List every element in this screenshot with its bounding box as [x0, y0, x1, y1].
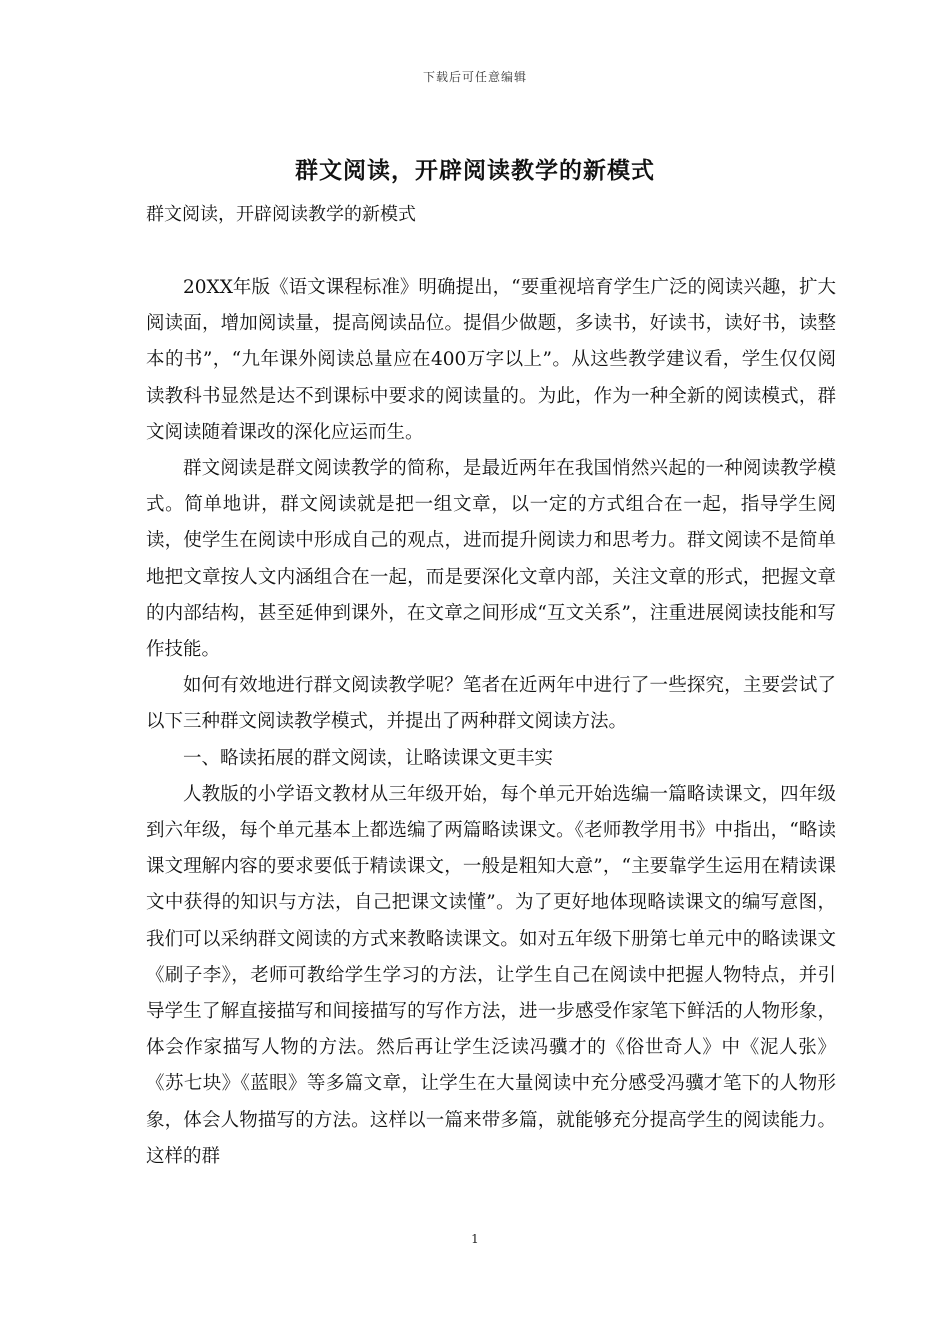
paragraph-definition: 群文阅读是群文阅读教学的简称，是最近两年在我国悄然兴起的一种阅读教学模式。简单地讲，群文阅读就是把一组文章，以一定的方式组合在一起，指导学生阅读，使学生在阅读中形成自己的观点，进而提升阅读力和思考力。群文阅读不是简单地把文章按人文内涵组合在一起，而是要深化文章内部，关注文章的形式，把握文章的内部结构，甚至延伸到课外，在文章之间形成“互文关系”，注重进展阅读技能和写作技能。	[146, 458, 836, 661]
paragraph-question: 如何有效地进行群文阅读教学呢？笔者在近两年中进行了一些探究，主要尝试了以下三种群文阅读教学模式，并提出了两种群文阅读方法。	[146, 675, 836, 733]
page-number: 1	[471, 1232, 479, 1246]
document-subtitle: 群文阅读，开辟阅读教学的新模式	[146, 204, 416, 225]
header-note: 下载后可任意编辑	[422, 70, 527, 84]
document-title: 群文阅读，开辟阅读教学的新模式	[295, 157, 655, 184]
document-body	[146, 270, 836, 1175]
paragraph-intro: 20XX年版《语文课程标准》明确提出，“要重视培育学生广泛的阅读兴趣，扩大阅读面，增加阅读量，提高阅读品位。提倡少做题，多读书，好读书，读好书，读整本的书”，“九年课外阅读总量应在400万字以上”。从这些教学建议看，学生仅仅阅读教科书显然是达不到课标中要求的阅读量的。为此，作为一种全新的阅读模式，群文阅读随着课改的深化应运而生。	[146, 277, 836, 443]
section-heading-one: 一、略读拓展的群文阅读，让略读课文更丰实	[183, 747, 554, 769]
paragraph-skimming: 人教版的小学语文教材从三年级开始，每个单元开始选编一篇略读课文，四年级到六年级，每个单元基本上都选编了两篇略读课文。《老师教学用书》中指出，“略读课文理解内容的要求要低于精读课文，一般是粗知大意”，“主要靠学生运用在精读课文中获得的知识与方法，自己把课文读懂”。为了更好地体现略读课文的编写意图，我们可以采纳群文阅读的方式来教略读课文。如对五年级下册第七单元中的略读课文《刷子李》，老师可教给学生学习的方法，让学生自己在阅读中把握人物特点，并引导学生了解直接描写和间接描写的写作方法，进一步感受作家笔下鲜活的人物形象，体会作家描写人物的方法。然后再让学生泛读冯骥才的《俗世奇人》中《泥人张》《苏七块》《蓝眼》等多篇文章，让学生在大量阅读中充分感受冯骥才笔下的人物形象，体会人物描写的方法。这样以一篇来带多篇，就能够充分提高学生的阅读能力。这样的群	[146, 783, 836, 1167]
